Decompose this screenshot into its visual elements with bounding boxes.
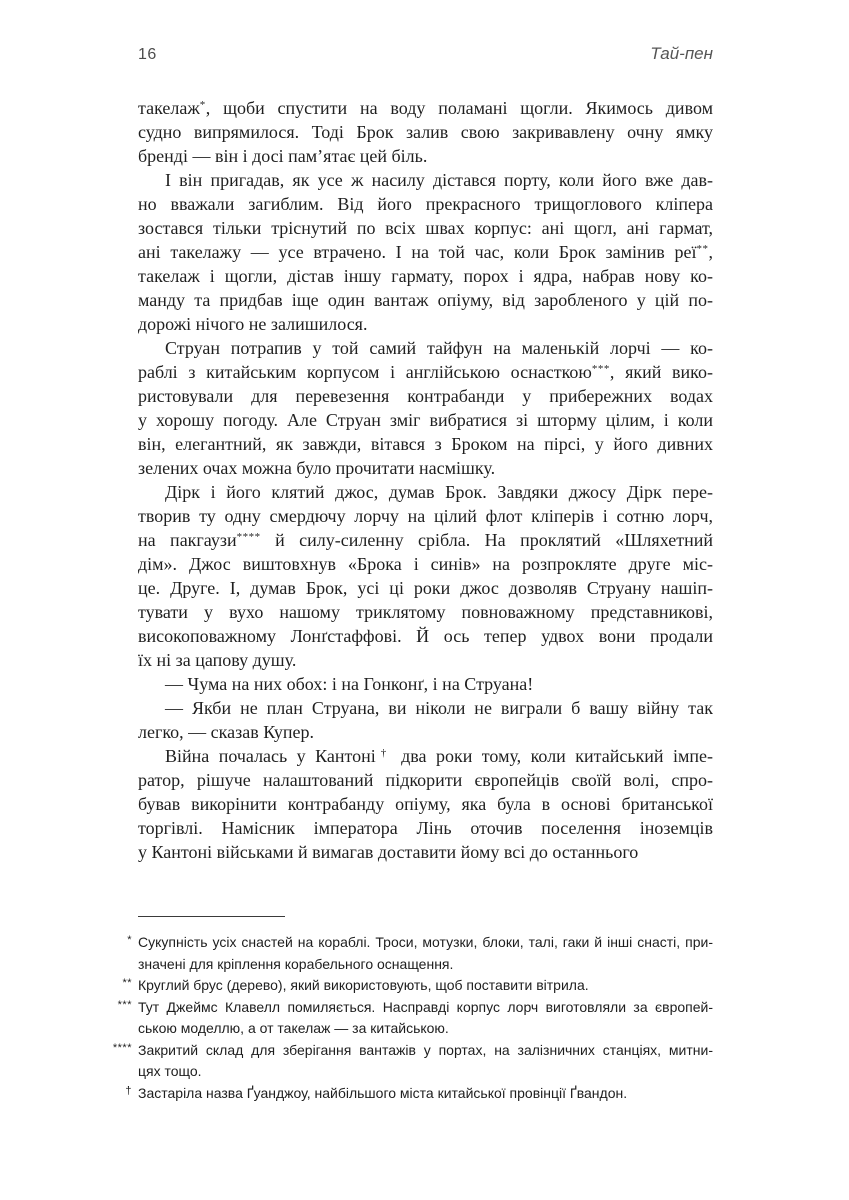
text-line: торгівлі. Намісник імператора Лінь оточив поселення іноземців — [138, 818, 713, 838]
text-line: бував викорінити контрабанду опіуму, яка була в основі британської — [138, 794, 713, 814]
text-line: він, елегантний, як завжди, вітався з Броком на пірсі, у його дивних — [138, 434, 713, 454]
text-line: ратор, рішуче налаштований підкорити європейців своїй волі, спро- — [138, 770, 713, 790]
paragraph — [138, 96, 713, 168]
text-line: такелаж і щогли, дістав іншу гармату, порох і ядра, набрав нову ко- — [138, 266, 713, 286]
footnote-line: ською моделлю, а от такелаж — за китайською. — [138, 1020, 449, 1036]
footnote — [122, 975, 713, 997]
footnote-text — [138, 932, 713, 975]
text-line: бренді — він і досі пам’ятає цей біль. — [138, 146, 428, 166]
text-line: зелених очах можна було прочитати насмішку. — [138, 458, 496, 478]
footnote-line: Тут Джеймс Клавелл помиляється. Насправді корпус лорч виготовляли за європей- — [138, 998, 713, 1015]
running-title: Тай-пен — [650, 44, 713, 63]
text-line: це. Друге. І, думав Брок, усі ці роки джос дозволяв Струану нашіп- — [138, 578, 713, 598]
text-line: у Кантоні військами й вимагав доставити йому всі до останнього — [138, 842, 639, 862]
footnote-divider — [138, 916, 285, 917]
footnote — [127, 932, 713, 975]
text-line: дім». Джос виштовхнув «Брока і синів» на розпрокляте друге міс- — [138, 554, 713, 574]
footnote-line: Застаріла назва Ґуанджоу, найбільшого міста китайської провінції Ґвандон. — [138, 1084, 628, 1101]
text-line: судно випрямилося. Тоді Брок залив свою закривавлену очну ямку — [138, 122, 713, 142]
page-header — [138, 44, 713, 64]
footnote-line: цях тощо. — [138, 1063, 202, 1079]
footnote-text — [138, 1040, 713, 1083]
text-line: легко, — сказав Купер. — [138, 722, 315, 742]
text-line: но вважали загиблим. Від його прекрасного трищоглового кліпера — [138, 194, 713, 214]
footnote-text — [138, 1083, 713, 1105]
paragraph — [138, 696, 713, 744]
text-line: зостався тільки тріснутий по всіх швах корпус: ані щогл, ані гармат, — [138, 218, 713, 238]
footnote-line: Закритий склад для зберігання вантажів у портах, на залізничних станціях, митни- — [138, 1041, 713, 1058]
text-line: І він пригадав, як усе ж насилу дістався порту, коли його вже дав- — [165, 170, 713, 190]
text-line: творив ту одну смердючу лорчу на цілий флот кліперів і сотню лорч, — [138, 506, 713, 526]
paragraph — [138, 672, 713, 696]
paragraph — [138, 744, 713, 864]
footnote-marker: * — [127, 934, 132, 946]
text-line: такелаж*, щоби спустити на воду поламані щогли. Якимось дивом — [138, 98, 713, 118]
text-line: ані такелажу — усе втрачено. І на той час, коли Брок замінив реї**, — [138, 242, 713, 262]
page-number: 16 — [138, 46, 157, 63]
footnote — [125, 1083, 713, 1105]
footnote-marker: † — [125, 1084, 132, 1097]
footnote-line: значені для кріплення корабельного оснащення. — [138, 955, 454, 972]
body-text — [138, 96, 713, 864]
text-line: Дірк і його клятий джос, думав Брок. Завдяки джосу Дірк пере- — [165, 482, 713, 502]
text-line: Струан потрапив у той самий тайфун на маленькій лорчі — ко- — [165, 338, 713, 358]
footnote-text — [138, 975, 713, 997]
footnote-marker: *** — [117, 998, 132, 1011]
footnote — [117, 997, 713, 1040]
text-line: дорожі нічого не залишилося. — [138, 314, 368, 334]
text-line: — Якби не план Струана, ви ніколи не виграли б вашу війну так — [165, 698, 713, 718]
text-line: Війна почалась у Кантоні† два роки тому, коли китайський імпе- — [165, 746, 713, 766]
paragraph — [138, 480, 713, 672]
text-line: манду та придбав іще один вантаж опіуму, від заробленого у цій по- — [138, 290, 713, 310]
footnote-text — [138, 997, 713, 1040]
text-line: високоповажному Лонґстаффові. Й ось тепер удвох вони продали — [138, 626, 713, 646]
text-line: тувати у вухо нашому триклятому повноважному представникові, — [138, 602, 713, 622]
paragraph — [138, 168, 713, 336]
text-line: у хорошу погоду. Але Струан зміг вибратися зі шторму цілим, і коли — [138, 410, 713, 430]
text-line: раблі з китайським корпусом і англійською оснасткою***, який вико- — [138, 362, 713, 382]
footnote-line: Круглий брус (дерево), який використовують, щоб поставити вітрила. — [138, 977, 589, 993]
footnote-marker: ** — [122, 977, 132, 989]
text-line: їх ні за цапову душу. — [138, 650, 297, 670]
footnote-line: Сукупність усіх снастей на кораблі. Троси, мотузки, блоки, талі, гаки й інші снасті, при- — [138, 934, 713, 950]
footnote-marker: **** — [112, 1041, 132, 1054]
footnote — [112, 1040, 713, 1083]
text-line: — Чума на них обох: і на Гонконґ, і на Струана! — [165, 674, 534, 694]
text-line: ристовували для перевезення контрабанди у прибережних водах — [138, 386, 713, 406]
text-line: на пакгаузи**** й силу-силенну срібла. На проклятий «Шляхетний — [138, 530, 713, 550]
paragraph — [138, 336, 713, 480]
footnotes-section — [112, 932, 713, 1104]
